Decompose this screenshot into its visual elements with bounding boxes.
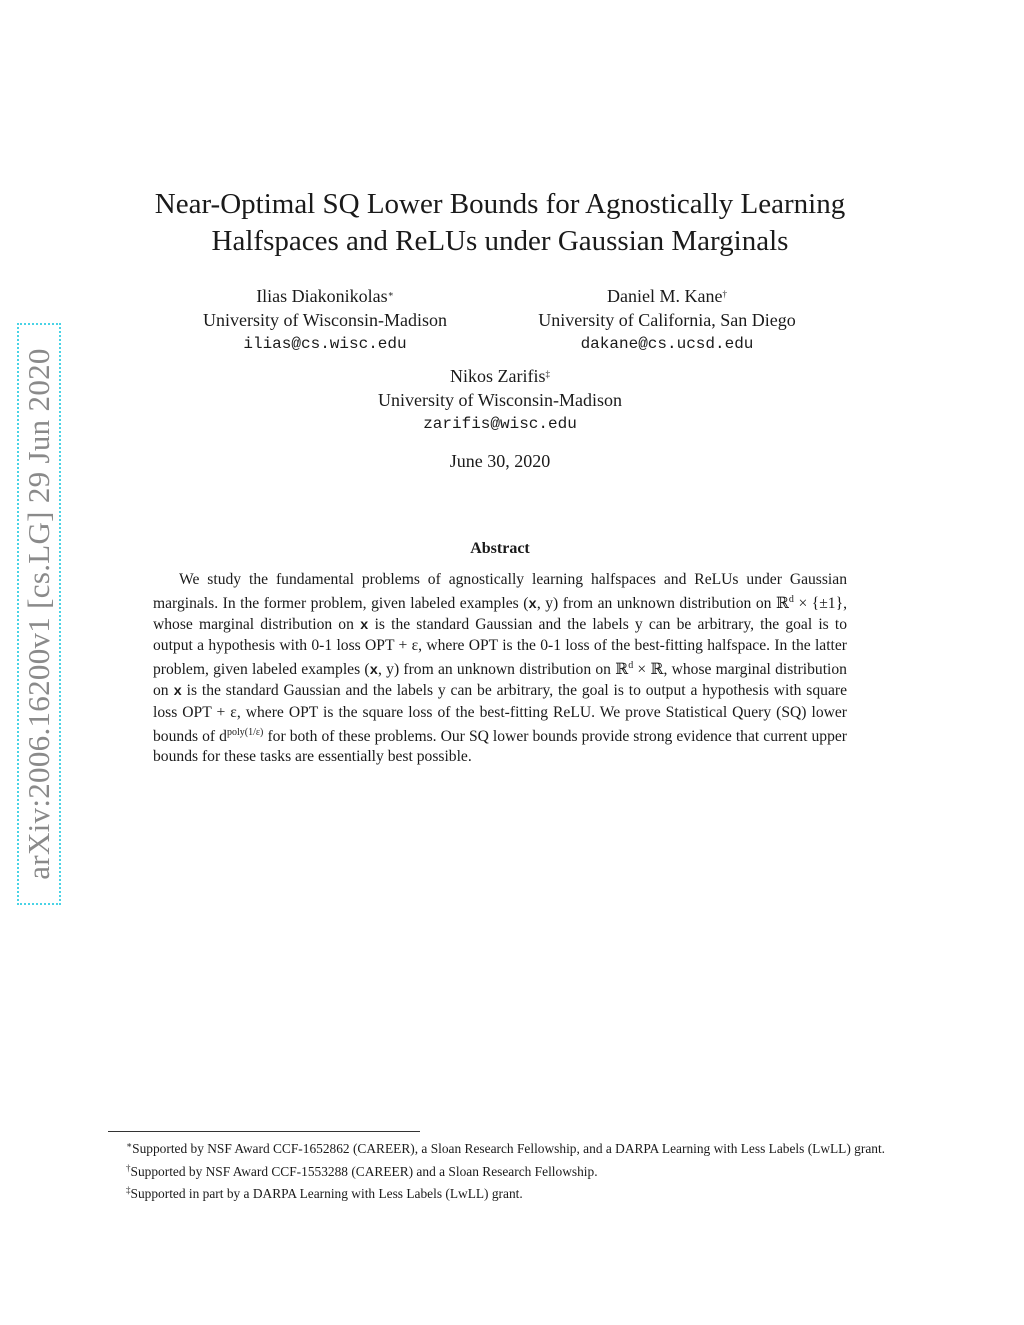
footnote-text: Supported by NSF Award CCF-1553288 (CAREER) and a Sloan Research Fellowship. [130,1163,598,1179]
author-email: dakane@cs.ucsd.edu [580,335,754,353]
abstract-segment: , y) from an unknown distribution on ℝ [536,595,789,613]
author-block-1 [155,282,495,356]
footnote-divider [108,1131,420,1132]
footnote-mark: ‡ [126,1185,131,1195]
author-name: Ilias Diakonikolas [256,286,388,306]
footnote-2 [108,1159,898,1182]
author-footnote-mark: ‡ [545,369,550,379]
author-name-line [330,362,670,388]
author-name: Daniel M. Kane [607,286,723,306]
author-footnote-mark: ∗ [387,289,394,299]
abstract-segment: × ℝ, whose marginal distribution on [153,661,847,700]
abstract-segment: for both of these problems. Our SQ lower bounds provide strong evidence that current upper bounds for these tasks are essentially best possible. [153,727,847,765]
author-footnote-mark: † [722,289,727,299]
paper-date: June 30, 2020 [449,451,551,471]
footnote-3 [108,1181,898,1204]
author-name-line [155,282,495,308]
abstract-segment: is the standard Gaussian and the labels y can be arbitrary, the goal is to output a hypothesis with square loss OPT + ε, where OPT is the square loss of the best-fitting ReLU. We prove Statistical Query (SQ) lower bounds of d [153,682,847,745]
author-block-3 [330,362,670,436]
author-name-line [497,282,837,308]
arxiv-identifier: arXiv:2006.16200v1 [cs.LG] 29 Jun 2020 [21,348,56,880]
abstract-segment: is the standard Gaussian and the labels y can be arbitrary, the goal is to output a hypothesis with 0-1 loss OPT + ε, where OPT is the 0-1 loss of the best-fitting halfspace. In the latter problem, given labeled examples ( [153,616,847,679]
abstract-segment: We study the fundamental problems of agnostically learning halfspaces and ReLUs under Gaussian marginals. In the former problem, given labeled examples ( [153,571,847,613]
bold-x-symbol: x [369,663,379,680]
footnote-text: Supported by NSF Award CCF-1652862 (CAREER), a Sloan Research Fellowship, and a DARPA Learning with Less Labels (LwLL) grant. [132,1141,886,1156]
superscript-d: d [628,660,634,672]
title-line-2: Halfspaces and ReLUs under Gaussian Marginals [211,225,789,257]
superscript-poly: poly(1/ε) [226,726,264,738]
footnote-mark: † [126,1162,131,1173]
author-affiliation: University of Wisconsin-Madison [203,310,447,330]
abstract-heading: Abstract [470,540,530,557]
abstract-segment: , y) from an unknown distribution on ℝ [378,661,629,679]
abstract-segment: × {±1}, whose marginal distribution on [153,595,847,634]
title-line-1: Near-Optimal SQ Lower Bounds for Agnostically Learning [154,188,846,220]
footnote-text: Supported in part by a DARPA Learning with Less Labels (LwLL) grant. [130,1186,523,1201]
bold-x-symbol: x [360,618,369,635]
author-affiliation: University of Wisconsin-Madison [378,390,622,410]
bold-x-symbol: x [528,597,537,614]
author-affiliation: University of California, San Diego [538,310,796,330]
author-name: Nikos Zarifis [450,366,546,386]
author-email: zarifis@wisc.edu [423,415,577,433]
paper-title [120,186,880,260]
footnotes [108,1136,898,1204]
footnote-mark: ∗ [126,1140,133,1150]
footnote-1 [108,1136,898,1159]
author-block-2 [497,282,837,356]
abstract-text [153,570,847,767]
bold-x-symbol: x [173,684,182,701]
arxiv-sidebar-stamp [17,323,61,905]
author-email: ilias@cs.wisc.edu [243,335,407,353]
superscript-d: d [788,594,794,606]
